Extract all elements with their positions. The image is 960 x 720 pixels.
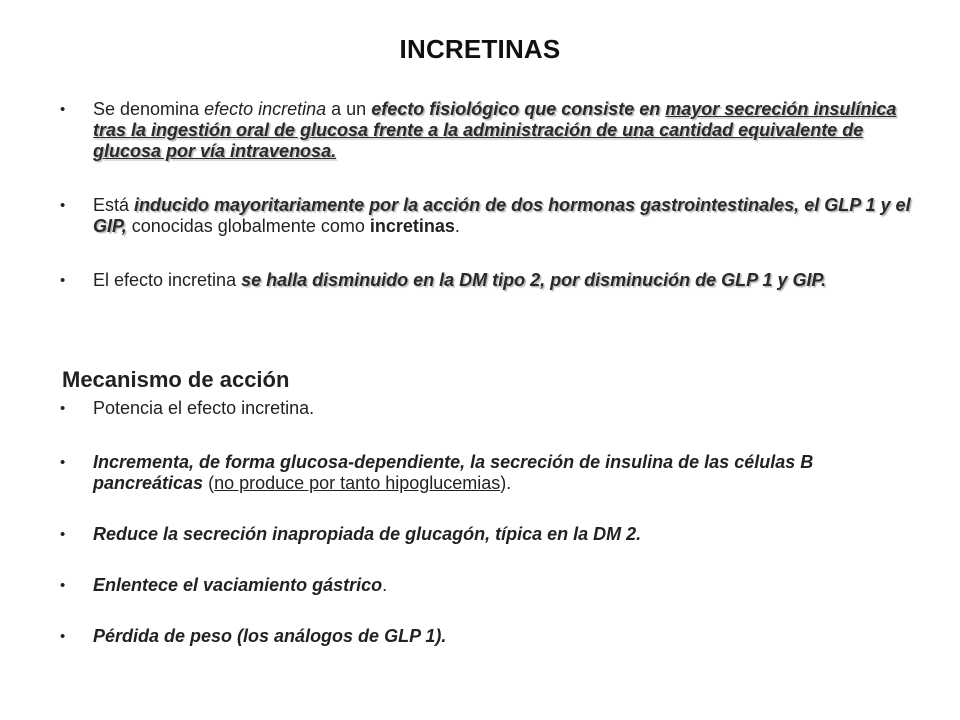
bullet-marker: • bbox=[60, 454, 66, 471]
intro-bullet-dm2 bbox=[58, 270, 918, 291]
bullet-marker: • bbox=[60, 400, 66, 417]
mechanism-paren-close: ). bbox=[500, 473, 512, 493]
mechanism-text: Potencia el efecto incretina. bbox=[93, 398, 315, 418]
mechanism-emphasis: Enlentece el vaciamiento gástrico bbox=[93, 575, 383, 595]
mechanism-paren-open: ( bbox=[203, 473, 215, 493]
bullet-marker: • bbox=[60, 272, 66, 289]
bullet-marker: • bbox=[60, 197, 66, 214]
mechanism-emphasis: Reduce la secreción inapropiada de glucagón, típica en la DM 2. bbox=[93, 524, 642, 544]
bullet-text-lead: El efecto incretina bbox=[93, 270, 242, 290]
bullet-term: efecto incretina bbox=[204, 99, 327, 119]
mechanism-text-tail: . bbox=[382, 575, 388, 595]
intro-bullet-list bbox=[58, 99, 918, 291]
mechanism-underlined-note: no produce por tanto hipoglucemias bbox=[214, 473, 501, 493]
mechanism-item bbox=[58, 626, 918, 647]
intro-bullet-efecto-incretina bbox=[58, 99, 918, 162]
bullet-emphasis: efecto fisiológico que consiste en bbox=[371, 99, 666, 119]
bullet-text-mid: conocidas globalmente como bbox=[126, 216, 370, 236]
mechanism-item bbox=[58, 575, 918, 596]
bullet-text-mid: a un bbox=[326, 99, 372, 119]
bullet-emphasis: inducido mayoritariamente por la acción de dos hormonas gastrointestinales, el GLP 1 y el GIP, bbox=[93, 195, 911, 236]
mechanism-bullet-list bbox=[58, 398, 918, 677]
bullet-marker: • bbox=[60, 628, 66, 645]
section-heading-mecanismo: Mecanismo de acción bbox=[62, 367, 290, 392]
slide-title: INCRETINAS bbox=[399, 34, 561, 64]
bullet-text-tail: . bbox=[454, 216, 460, 236]
mechanism-emphasis: Incrementa, de forma glucosa-dependiente, la secreción de insulina de las células B pancreáticas bbox=[93, 452, 814, 493]
bullet-text-lead: Se denomina bbox=[93, 99, 205, 119]
bullet-emphasis-underlined: mayor secreción insulínica tras la ingestión oral de glucosa frente a la administración de una cantidad equivalente de glucosa por vía intravenosa. bbox=[93, 99, 897, 161]
mechanism-item bbox=[58, 452, 918, 494]
intro-bullet-hormonas bbox=[58, 195, 918, 237]
mechanism-item bbox=[58, 524, 918, 545]
bullet-marker: • bbox=[60, 101, 66, 118]
bullet-marker: • bbox=[60, 577, 66, 594]
bullet-marker: • bbox=[60, 526, 66, 543]
bullet-text-lead: Está bbox=[93, 195, 135, 215]
mechanism-emphasis: Pérdida de peso (los análogos de GLP 1). bbox=[93, 626, 447, 646]
bullet-strong-term: incretinas bbox=[369, 216, 455, 236]
bullet-emphasis: se halla disminuido en la DM tipo 2, por disminución de GLP 1 y GIP. bbox=[241, 270, 827, 290]
mechanism-item bbox=[58, 398, 918, 419]
